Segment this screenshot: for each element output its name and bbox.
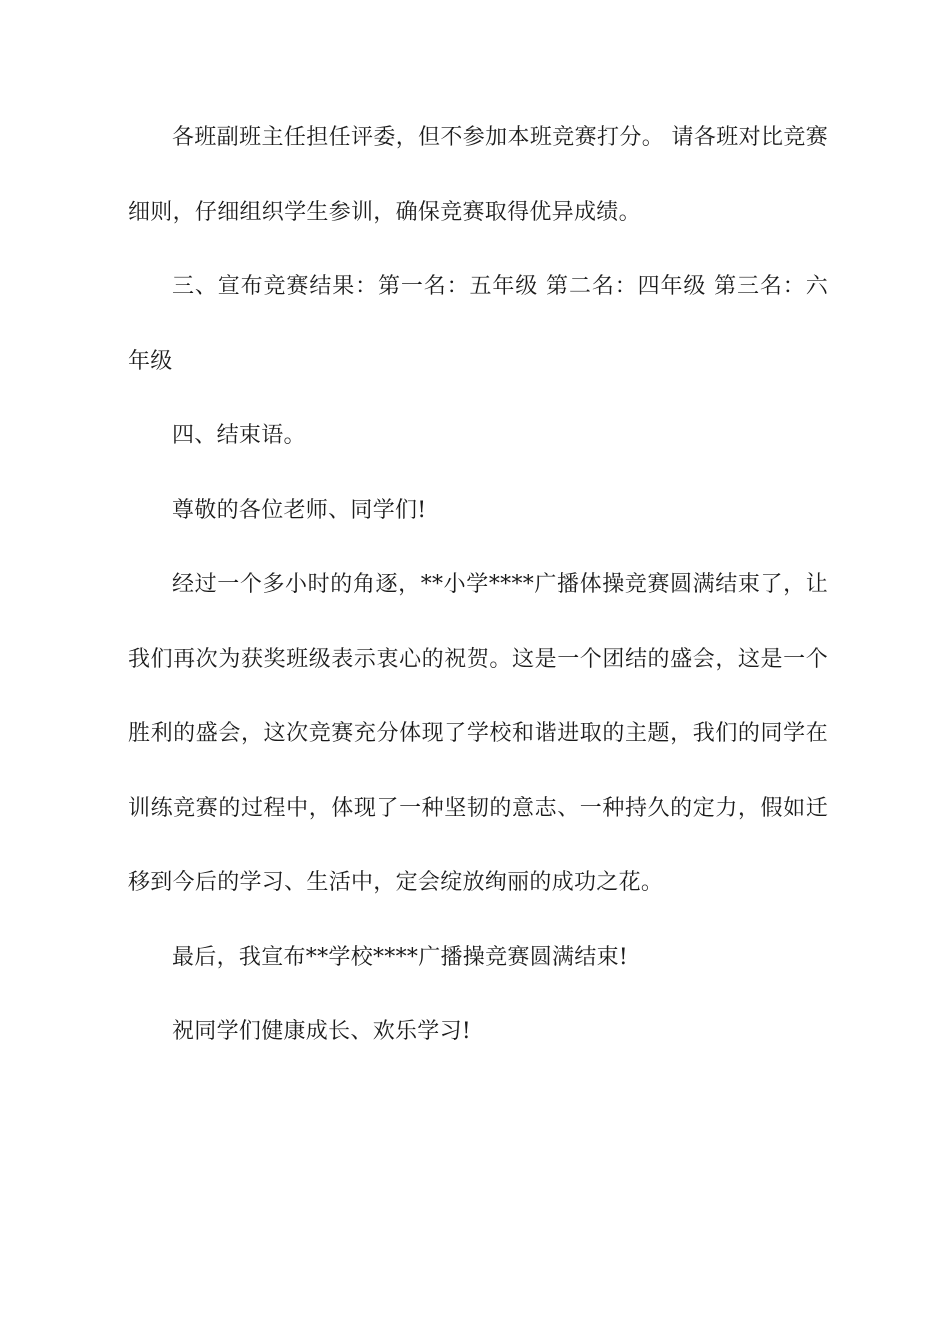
paragraph-results: 三、宣布竞赛结果：第一名：五年级 第二名：四年级 第三名：六年级: [128, 274, 828, 374]
paragraph-wishes: 祝同学们健康成长、欢乐学习!: [172, 1019, 472, 1044]
document-body: [128, 101, 828, 1070]
paragraph-greeting: 尊敬的各位老师、同学们!: [172, 497, 427, 523]
paragraph-announcement: 最后，我宣布**学校****广播操竞赛圆满结束!: [172, 944, 629, 970]
paragraph-speech-body: 经过一个多小时的角逐，**小学****广播体操竞赛圆满结束了，让我们再次为获奖班级表示衷心的祝贺。这是一个团结的盛会，这是一个胜利的盛会，这次竞赛充分体现了学校和谐进取的主题，我们的同学在训练竞赛的过程中，体现了一种坚韧的意志、一种持久的定力，假如迁移到今后的学习、生活中，定会绽放绚丽的成功之花。: [128, 572, 828, 895]
paragraph-judges: 各班副班主任担任评委，但不参加本班竞赛打分。 请各班对比竞赛细则，仔细组织学生参训，确保竞赛取得优异成绩。: [128, 125, 828, 225]
paragraph-closing-heading: 四、结束语。: [172, 423, 306, 448]
